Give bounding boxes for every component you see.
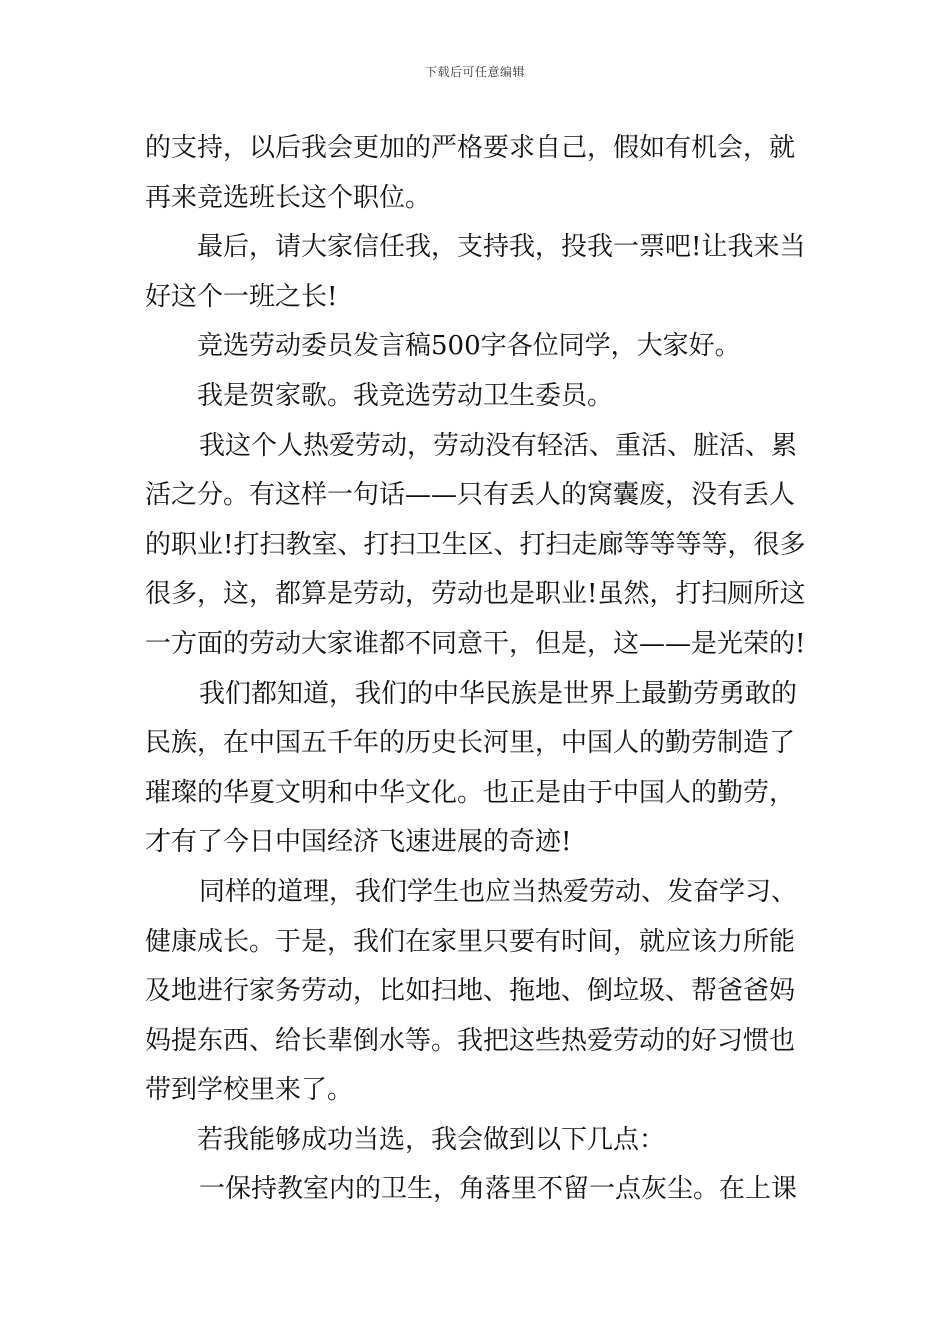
text-line: 民族，在中国五千年的历史长河里，中国人的勤劳制造了 xyxy=(145,728,796,759)
paragraph-point-one xyxy=(145,1165,810,1215)
text-line: 带到学校里来了。 xyxy=(145,1075,354,1106)
text-line: 妈提东西、给长辈倒水等。我把这些热爱劳动的好习惯也 xyxy=(145,1025,796,1056)
paragraph-vote xyxy=(145,223,810,322)
text-line: 竞选劳动委员发言稿500字各位同学，大家好。 xyxy=(197,331,741,362)
paragraph-support xyxy=(145,124,810,223)
text-line: 好这个一班之长! xyxy=(145,281,338,312)
text-line: 的支持，以后我会更加的严格要求自己，假如有机会，就 xyxy=(145,133,796,163)
text-line: 璀璨的华夏文明和中华文化。也正是由于中国人的勤劳， xyxy=(145,777,796,808)
paragraph-promise xyxy=(145,1116,810,1166)
text-line: 同样的道理，我们学生也应当热爱劳动、发奋学习、 xyxy=(199,876,798,907)
text-line: 若我能够成功当选，我会做到以下几点： xyxy=(197,1124,666,1155)
text-line: 再来竞选班长这个职位。 xyxy=(145,182,432,213)
paragraph-students xyxy=(145,868,810,1116)
text-line: 一方面的劳动大家谁都不同意干，但是，这——是光荣的! xyxy=(145,628,806,659)
text-line: 很多，这，都算是劳动，劳动也是职业!虽然，打扫厕所这 xyxy=(145,579,806,610)
text-line: 健康成长。于是，我们在家里只要有时间，就应该力所能 xyxy=(145,926,796,957)
text-line: 我这个人热爱劳动，劳动没有轻活、重活、脏活、累 xyxy=(199,430,798,461)
text-line: 才有了今日中国经济飞速进展的奇迹! xyxy=(145,827,572,858)
paragraph-intro xyxy=(145,372,810,422)
document-body xyxy=(145,124,810,1215)
paragraph-nation xyxy=(145,670,810,868)
text-line: 我们都知道，我们的中华民族是世界上最勤劳勇敢的 xyxy=(199,678,798,709)
text-line: 一保持教室内的卫生，角落里不留一点灰尘。在上课 xyxy=(199,1174,798,1205)
text-line: 及地进行家务劳动，比如扫地、拖地、倒垃圾、帮爸爸妈 xyxy=(145,976,796,1007)
text-line: 的职业!打扫教室、打扫卫生区、打扫走廊等等等等，很多 xyxy=(145,529,806,560)
text-line: 最后，请大家信任我，支持我，投我一票吧!让我来当 xyxy=(197,232,806,263)
text-line: 我是贺家歌。我竞选劳动卫生委员。 xyxy=(197,380,614,411)
paragraph-love-labor xyxy=(145,422,810,670)
paragraph-title xyxy=(145,322,810,372)
page-header: 下载后可任意编辑 xyxy=(424,65,525,79)
text-line: 活之分。有这样一句话——只有丢人的窝囊废，没有丢人 xyxy=(145,480,796,511)
